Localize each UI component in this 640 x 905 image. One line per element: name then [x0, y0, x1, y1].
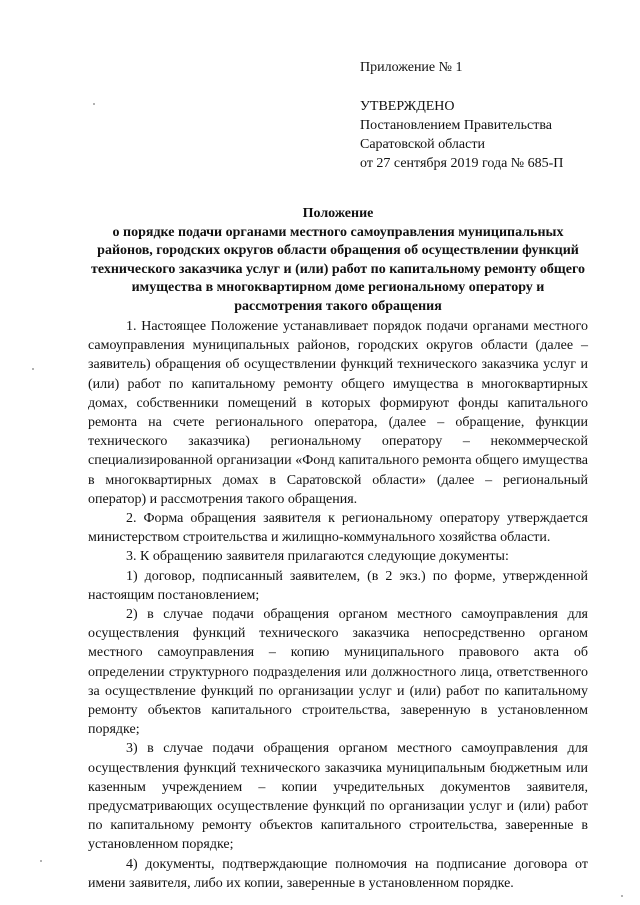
appendix-label: Приложение № 1: [360, 60, 463, 75]
paragraph: 2) в случае подачи обращения органом местного самоуправления для осуществления функций технического заказчика непосредственно органом местного самоуправления – копию муниципального правового акта об определении структурного подразделения или должностного лица, ответственного за осуществление функций по организации услуг и (или) работ по капитальному ремонту объектов капитального строительства, заверенную в установленном порядке;: [88, 607, 588, 738]
document-body: [88, 317, 588, 893]
approval-block: [360, 58, 563, 173]
document-title: [88, 205, 588, 316]
approval-line-3: от 27 сентября 2019 года № 685-П: [360, 156, 564, 171]
paragraph: 1) договор, подписанный заявителем, (в 2 экз.) по форме, утвержденной настоящим постановлением;: [88, 568, 588, 603]
paragraph: 1. Настоящее Положение устанавливает порядок подачи органами местного самоуправления муниципальных районов, городских округов области (далее – заявитель) обращения об осуществлении функций технического заказчика услуг и (или) работ по капитальному ремонту общего имущества в многоквартирных домах, собственники помещений в которых формируют фонды капитального ремонта на счете регионального оператора, (далее – обращение, функции технического заказчика) региональному оператору – некоммерческой специализированной организации «Фонд капитального ремонта общего имущества в многоквартирных домах в Саратовской области» (далее – региональный оператор) и рассмотрения такого обращения.: [88, 319, 588, 507]
paragraph: 3) в случае подачи обращения органом местного самоуправления для осуществления функций технического заказчика муниципальным бюджетным или казенным учреждением – копии учредительных документов заявителя, предусматривающих осуществление функций по организации услуг и (или) работ по капитальному ремонту объектов капитального строительства, заверенные в установленном порядке;: [88, 741, 588, 853]
paragraph: 4) документы, подтверждающие полномочия на подписание договора от имени заявителя, либо их копии, заверенные в установленном порядке.: [88, 856, 588, 891]
paragraph: 3. К обращению заявителя прилагаются следующие документы:: [126, 549, 509, 565]
approved-label: УТВЕРЖДЕНО: [360, 99, 455, 114]
title-heading: Положение: [302, 206, 374, 221]
approval-line-2: Саратовской области: [360, 137, 485, 152]
title-subtitle: о порядке подачи органами местного самоуправления муниципальных районов, городских округов области обращения об осуществлении функций технического заказчика услуг и (или) работ по капитальному ремонту общего имущества в многоквартирном доме региональному оператору и рассмотрения такого обращения: [91, 224, 585, 314]
approval-line-1: Постановлением Правительства: [360, 118, 552, 133]
paragraph: 2. Форма обращения заявителя к региональному оператору утверждается министерством строительства и жилищно-коммунального хозяйства области.: [88, 511, 588, 546]
